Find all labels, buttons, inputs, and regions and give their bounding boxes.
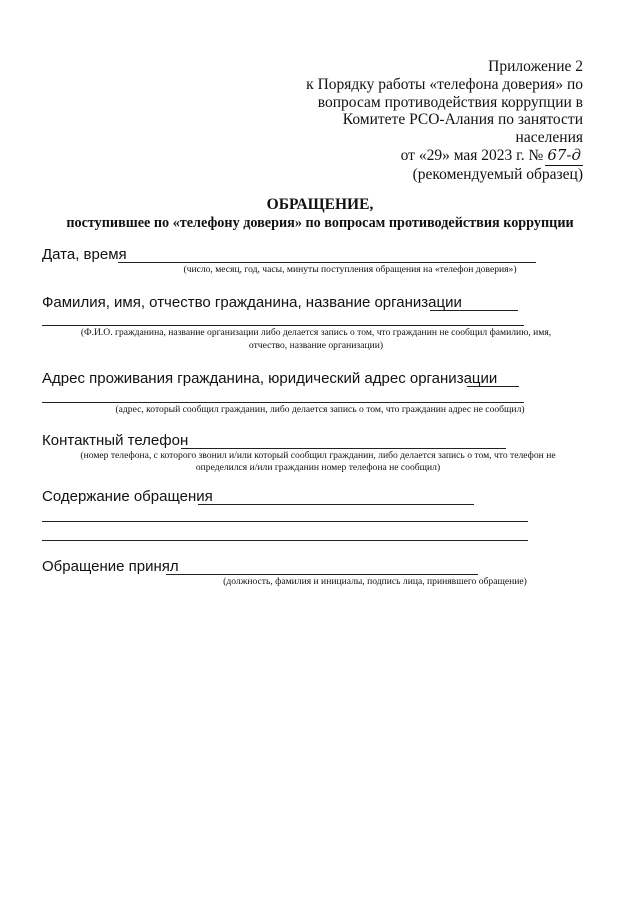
content-line-inline[interactable] xyxy=(198,504,474,505)
appendix-sample-note: (рекомендуемый образец) xyxy=(412,165,583,183)
name-line-full[interactable] xyxy=(42,325,524,326)
form-subtitle: поступившее по «телефону доверия» по вопросам противодействия коррупции xyxy=(66,215,574,231)
phone-label: Контактный телефон xyxy=(42,432,189,449)
name-hint-line-2: отчество, название организации) xyxy=(248,340,384,351)
date-time-hint: (число, месяц, год, часы, минуты поступления обращения на «телефон доверия») xyxy=(183,264,517,275)
appendix-date-line xyxy=(306,147,583,166)
date-time-label: Дата, время xyxy=(42,246,127,263)
phone-hint-line-2: определился и/или гражданин номер телефона не сообщил) xyxy=(195,462,441,473)
handwritten-document-number: 67-д xyxy=(547,145,581,164)
address-line-inline[interactable] xyxy=(467,386,519,387)
phone-line[interactable] xyxy=(181,448,506,449)
accepted-by-label: Обращение принял xyxy=(42,558,179,575)
appendix-date: от «29» мая 2023 г. № xyxy=(400,146,544,164)
address-hint: (адрес, который сообщил гражданин, либо делается запись о том, что гражданин адрес не сообщил) xyxy=(115,404,525,415)
name-line-inline[interactable] xyxy=(430,310,518,311)
appendix-reference-line-2: вопросам противодействия коррупции в xyxy=(317,93,583,111)
content-line-2[interactable] xyxy=(42,521,528,522)
form-title: ОБРАЩЕНИЕ, xyxy=(266,196,374,213)
accepted-by-hint: (должность, фамилия и инициалы, подпись лица, принявшего обращение) xyxy=(223,576,527,587)
content-label: Содержание обращения xyxy=(42,488,213,505)
appendix-reference-line-1: к Порядку работы «телефона доверия» по xyxy=(306,75,583,93)
appendix-reference-line-3: Комитете РСО-Алания по занятости xyxy=(342,111,583,129)
name-label: Фамилия, имя, отчество гражданина, название организации xyxy=(42,294,462,311)
content-line-3[interactable] xyxy=(42,540,528,541)
appendix-header xyxy=(306,58,583,184)
address-label: Адрес проживания гражданина, юридический адрес организации xyxy=(42,370,498,387)
appendix-reference-line-4: населения xyxy=(515,129,583,147)
name-hint-line-1: (Ф.И.О. гражданина, название организации либо делается запись о том, что гражданин не сообщил фамилию, имя, xyxy=(80,327,552,338)
appendix-number: Приложение 2 xyxy=(488,58,583,75)
phone-hint-line-1: (номер телефона, с которого звонил и/или который сообщил гражданин, либо делается запись о том, что телефон не xyxy=(80,450,556,461)
address-line-full[interactable] xyxy=(42,402,524,403)
date-time-line[interactable] xyxy=(118,262,536,263)
accepted-by-line[interactable] xyxy=(166,574,478,575)
